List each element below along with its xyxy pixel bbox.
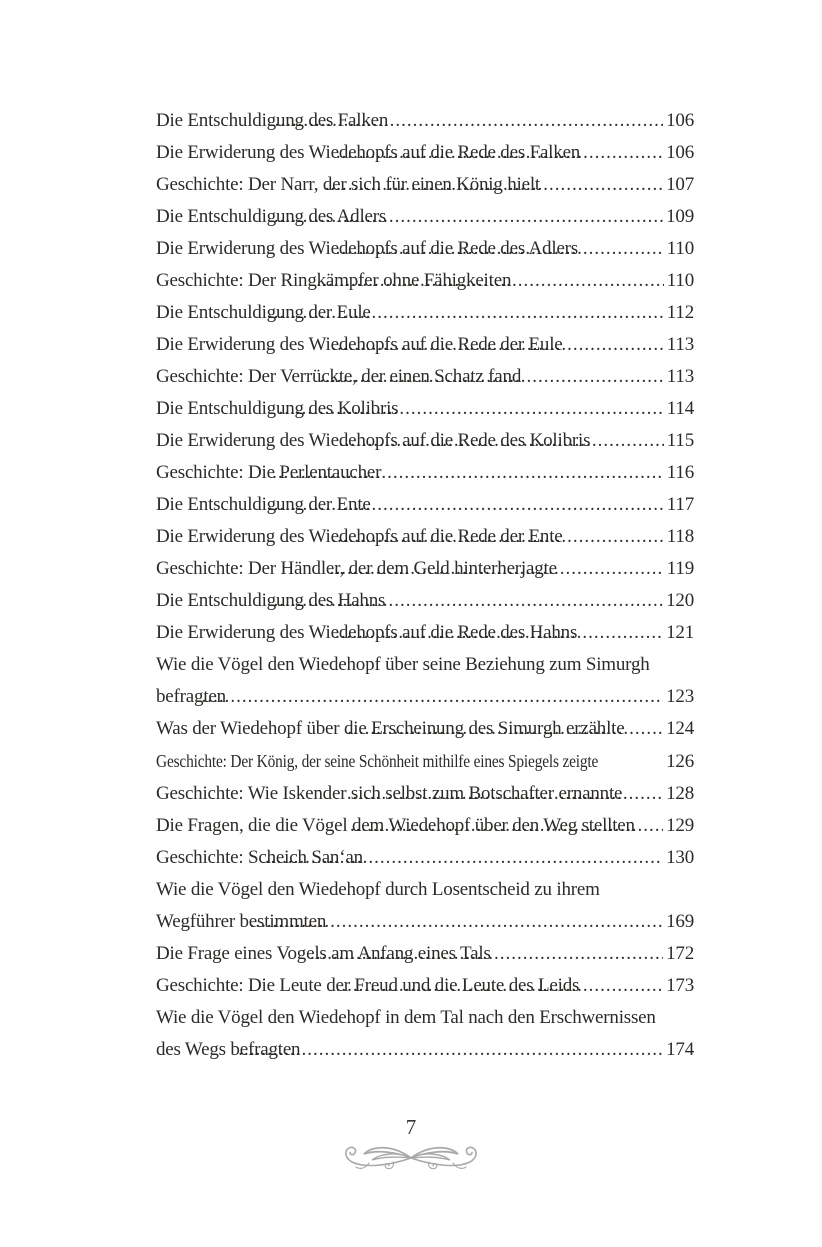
- toc-entry: [156, 265, 694, 297]
- toc-entry-page-number: 119: [666, 558, 694, 579]
- toc-entry-title: befragten: [156, 686, 226, 707]
- toc-entry: [156, 778, 694, 810]
- toc-entry-title: Geschichte: Der Narr, der sich für einen König hielt: [156, 174, 540, 195]
- toc-entry-title: Die Erwiderung des Wiedehopfs auf die Rede des Kolibris: [156, 430, 591, 451]
- toc-entry-line: [156, 521, 694, 553]
- toc-entry-line: [156, 361, 694, 393]
- toc-entry-line: [156, 617, 694, 649]
- toc-entry-page-number: 120: [666, 590, 694, 611]
- toc-entry-title: Die Entschuldigung der Ente: [156, 494, 371, 515]
- toc-entry: [156, 489, 694, 521]
- toc-entry-title: Die Entschuldigung des Kolibris: [156, 398, 399, 419]
- toc-entry-line: [156, 297, 694, 329]
- leader-dots: [274, 585, 664, 617]
- toc-entry-title: Die Entschuldigung des Adlers: [156, 206, 387, 227]
- toc-entry-title: Geschichte: Der Ringkämpfer ohne Fähigkeiten: [156, 270, 512, 291]
- toc-entry-title: Die Erwiderung des Wiedehopfs auf die Rede des Hahns: [156, 622, 578, 643]
- leader-dots: [325, 169, 663, 201]
- leader-dots: [335, 617, 663, 649]
- toc-entry-line: [156, 681, 694, 713]
- toc-entry: [156, 329, 694, 361]
- toc-entry-line: [156, 810, 694, 842]
- toc-entry-line: [156, 169, 694, 201]
- toc-entry: [156, 970, 694, 1002]
- toc-entry-line: [156, 233, 694, 265]
- toc-entry-line: [156, 553, 694, 585]
- leader-dots: [275, 105, 663, 137]
- toc-entry-line: [156, 137, 694, 169]
- leader-dots: [330, 553, 664, 585]
- leader-dots: [347, 778, 663, 810]
- toc-entry-page-number: 126: [666, 751, 694, 772]
- toc-entry-title: Die Erwiderung des Wiedehopfs auf die Rede der Ente: [156, 526, 563, 547]
- leader-dots: [202, 681, 663, 713]
- toc-entry-page-number: 110: [666, 238, 694, 259]
- toc-entry: [156, 617, 694, 649]
- toc-entry-title: Wegführer bestimmten: [156, 911, 327, 932]
- toc-entry-page-number: 128: [666, 783, 694, 804]
- toc-entry: [156, 521, 694, 553]
- toc-entry: [156, 713, 694, 745]
- toc-entry-title: Die Entschuldigung des Falken: [156, 110, 389, 131]
- toc-entry-page-number: 109: [666, 206, 694, 227]
- toc-entry-page-number: 114: [666, 398, 694, 419]
- toc-entry-title: Geschichte: Der Händler, der dem Geld hinterherjagte: [156, 558, 557, 579]
- leader-dots: [347, 713, 663, 745]
- toc-entry: [156, 1002, 694, 1066]
- toc-entry: [156, 810, 694, 842]
- leader-dots: [336, 137, 663, 169]
- leader-dots: [268, 489, 664, 521]
- toc-entry-line: [156, 329, 694, 361]
- toc-entry: [156, 553, 694, 585]
- toc-entry-page-number: 106: [666, 110, 694, 131]
- toc-entry-title: Geschichte: Der Verrückte, der einen Schatz fand: [156, 366, 522, 387]
- leader-dots: [268, 297, 664, 329]
- toc-entry-page-number: 130: [666, 847, 694, 868]
- toc-entry-page-number: 118: [666, 526, 694, 547]
- toc-entry: [156, 585, 694, 617]
- toc-entry-title: Geschichte: Wie Iskender sich selbst zum Botschafter ernannte: [156, 783, 623, 804]
- leader-dots: [310, 938, 663, 970]
- toc-entry-line: [156, 265, 694, 297]
- toc-entry-title: Die Entschuldigung der Eule: [156, 302, 371, 323]
- toc-entry: [156, 745, 694, 778]
- toc-entry-line: [156, 489, 694, 521]
- leader-dots: [339, 425, 664, 457]
- toc-entry: [156, 361, 694, 393]
- toc-entry-page-number: 129: [666, 815, 694, 836]
- toc-entry: [156, 938, 694, 970]
- leader-dots: [331, 521, 663, 553]
- toc-entry-page-number: 116: [666, 462, 694, 483]
- toc-entry-title: Die Fragen, die die Vögel dem Wiedehopf über den Weg stellten: [156, 815, 635, 836]
- toc-entry: [156, 649, 694, 713]
- leader-dots: [336, 970, 663, 1002]
- page-number: 7: [405, 1115, 417, 1139]
- toc-entry: [156, 297, 694, 329]
- toc-entry: [156, 457, 694, 489]
- toc-entry-title: Geschichte: Der König, der seine Schönheit mithilfe eines Spiegels zeigte: [156, 751, 599, 771]
- toc-entry-page-number: 107: [666, 174, 694, 195]
- toc-entry-line: [156, 778, 694, 810]
- toc-entry-page-number: 106: [666, 142, 694, 163]
- toc-entry: [156, 201, 694, 233]
- toc-entry-line: [156, 457, 694, 489]
- toc-entry-line: [156, 906, 694, 938]
- toc-entry-line: [156, 105, 694, 137]
- toc-entry-line: [156, 970, 694, 1002]
- toc-entry: [156, 137, 694, 169]
- leader-dots: [238, 1034, 663, 1066]
- toc-entry-page-number: 110: [666, 270, 694, 291]
- toc-entry-title: Die Erwiderung des Wiedehopfs auf die Rede des Falken: [156, 142, 581, 163]
- toc-entry-line: [156, 745, 694, 778]
- toc-entry-title: Geschichte: Die Perlentaucher: [156, 462, 382, 483]
- toc-entry-title: Die Entschuldigung des Hahns: [156, 590, 386, 611]
- toc-entry-page-number: 123: [666, 686, 694, 707]
- toc-entry-line: [156, 393, 694, 425]
- toc-entry-title: des Wegs befragten: [156, 1039, 301, 1060]
- toc-entry-line: [156, 842, 694, 874]
- toc-entry-text-line: Wie die Vögel den Wiedehopf über seine Beziehung zum Simurgh: [156, 654, 650, 675]
- leader-dots: [336, 233, 664, 265]
- toc-entry-page-number: 124: [666, 718, 694, 739]
- toc-entry-title: Die Erwiderung des Wiedehopfs auf die Rede des Adlers: [156, 238, 578, 259]
- toc-entry-page-number: 117: [666, 494, 694, 515]
- toc-entry-page-number: 173: [666, 975, 694, 996]
- toc-entry: [156, 393, 694, 425]
- leader-dots: [279, 393, 664, 425]
- leader-dots: [350, 810, 663, 842]
- leader-dots: [319, 361, 663, 393]
- toc-entry-page-number: 112: [666, 302, 694, 323]
- toc-entry-line: [156, 585, 694, 617]
- toc-entry-page-number: 121: [666, 622, 694, 643]
- toc-list: [156, 105, 694, 1066]
- leader-dots: [274, 201, 663, 233]
- toc-entry: [156, 233, 694, 265]
- toc-entry-title: Was der Wiedehopf über die Erscheinung des Simurgh erzählte: [156, 718, 625, 739]
- toc-entry-title: Die Erwiderung des Wiedehopfs auf die Rede der Eule: [156, 334, 563, 355]
- toc-entry-page-number: 172: [666, 943, 694, 964]
- toc-entry-line: [156, 1034, 694, 1066]
- toc-entry: [156, 169, 694, 201]
- leader-dots: [272, 457, 664, 489]
- toc-entry-title: Geschichte: Die Leute der Freud und die Leute des Leids: [156, 975, 580, 996]
- toc-entry-line: [156, 425, 694, 457]
- toc-entry-line: [156, 938, 694, 970]
- toc-entry-page-number: 169: [666, 911, 694, 932]
- leader-dots: [317, 265, 664, 297]
- flourish-ornament: [336, 1138, 486, 1174]
- toc-entry-page-number: 174: [666, 1039, 694, 1060]
- toc-entry: [156, 425, 694, 457]
- toc-entry-text-line: Wie die Vögel den Wiedehopf in dem Tal nach den Erschwernissen: [156, 1007, 656, 1028]
- toc-entry: [156, 105, 694, 137]
- toc-entry: [156, 842, 694, 874]
- leader-dots: [265, 842, 663, 874]
- toc-entry-title: Die Frage eines Vogels am Anfang eines Tals: [156, 943, 491, 964]
- toc-entry-page-number: 113: [666, 366, 694, 387]
- toc-entry: [156, 874, 694, 938]
- leader-dots: [331, 329, 663, 361]
- toc-entry-line: [156, 713, 694, 745]
- toc-entry-line: [156, 201, 694, 233]
- toc-entry-page-number: 115: [666, 430, 694, 451]
- leader-dots: [250, 906, 663, 938]
- toc-entry-page-number: 113: [666, 334, 694, 355]
- toc-entry-title: Geschichte: Scheich San‘an: [156, 847, 363, 868]
- toc-entry-text-line: Wie die Vögel den Wiedehopf durch Losentscheid zu ihrem: [156, 879, 600, 900]
